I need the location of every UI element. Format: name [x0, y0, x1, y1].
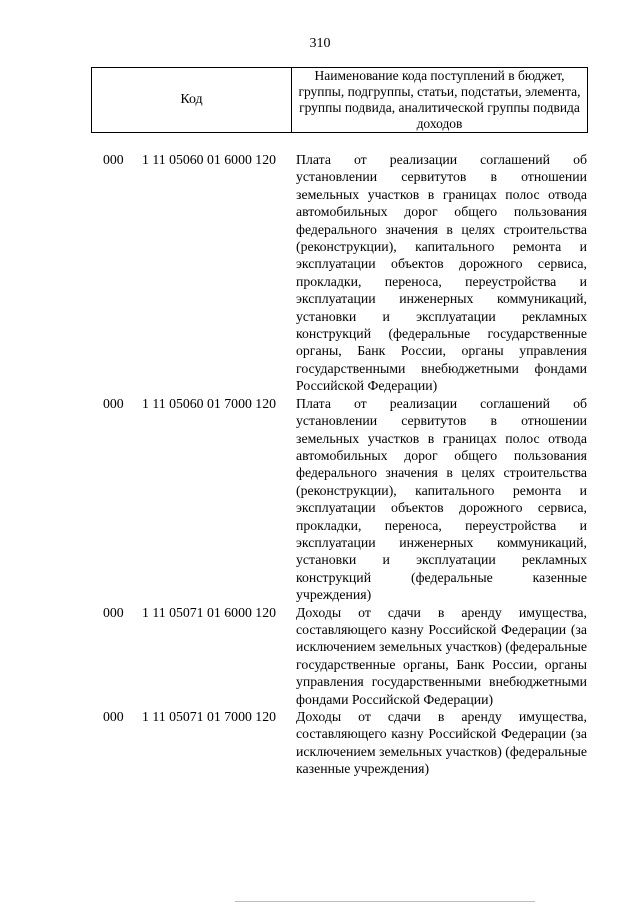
header-name-cell: Наименование кода поступлений в бюджет, группы, подгруппы, статьи, подстатьи, элемента, группы подвида, аналитической группы подвида доходов — [298, 68, 581, 131]
revenue-name: Плата от реализации соглашений об установлении сервитутов в отношении земельных участков в границах полос отвода автомобильных дорог общего пользования федерального значения в целях строительства (реконструкции), капитального ремонта и эксплуатации объектов дорожного сервиса, прокладки, переноса, переустройства и эксплуатации инженерных коммуникаций, установки и эксплуатации рекламных конструкций (федеральные казенные учреждения) — [296, 395, 587, 603]
admin-code: 000 — [103, 152, 124, 167]
revenue-name: Доходы от сдачи в аренду имущества, составляющего казну Российской Федерации (за исключением земельных участков) (федеральные казенные учреждения) — [296, 709, 587, 777]
admin-code: 000 — [103, 395, 124, 411]
bottom-divider — [235, 901, 535, 902]
admin-code: 000 — [103, 604, 124, 620]
page-number: 310 — [309, 36, 331, 51]
revenue-code: 1 11 05060 01 7000 120 — [142, 395, 277, 411]
table-row — [0, 395, 640, 604]
revenue-code: 1 11 05071 01 6000 120 — [142, 604, 277, 620]
table-row — [0, 604, 640, 708]
admin-code: 000 — [103, 709, 124, 724]
revenue-name: Плата от реализации соглашений об установлении сервитутов в отношении земельных участков в границах полос отвода автомобильных дорог общего пользования федерального значения в целях строительства (реконструкции), капитального ремонта и эксплуатации объектов дорожного сервиса, прокладки, переноса, переустройства и эксплуатации инженерных коммуникаций, установки и эксплуатации рекламных конструкций (федеральные государственные органы, Банк России, органы управления государственными внебюджетными фондами Российской Федерации) — [296, 152, 587, 394]
revenue-name: Доходы от сдачи в аренду имущества, составляющего казну Российской Федерации (за исключением земельных участков) (федеральные государственные органы, Банк России, органы управления государственными внебюджетными фондами Российской Федерации) — [296, 604, 587, 707]
table-header — [91, 67, 588, 133]
header-code-cell: Код — [92, 68, 292, 132]
revenue-code: 1 11 05060 01 6000 120 — [142, 152, 277, 167]
revenue-code: 1 11 05071 01 7000 120 — [142, 709, 277, 724]
table-row — [0, 151, 640, 395]
table-body — [0, 151, 640, 778]
table-row — [0, 708, 640, 778]
